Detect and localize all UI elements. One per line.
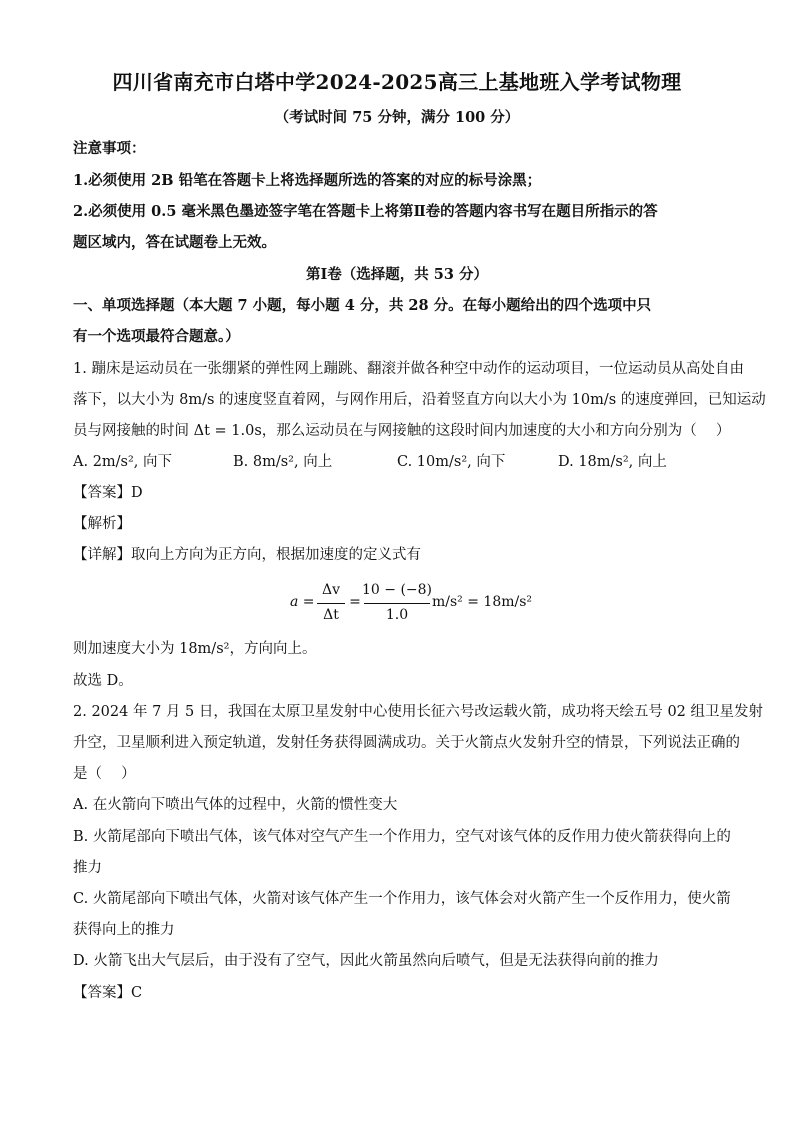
q2-answer: 【答案】C: [73, 985, 143, 1001]
section-heading-cont: 有一个选项最符合题意。）: [73, 328, 240, 345]
formula-den-2: 1.0: [385, 607, 409, 623]
section-title: 第Ⅰ卷（选择题，共 53 分）: [305, 266, 489, 283]
q1-option-b: B. 8m/s², 向上: [233, 454, 333, 470]
notice-item-1: 1.必须使用 2B 铅笔在答题卡上将选择题所选的答案的对应的标号涂黑；: [73, 172, 542, 189]
fraction-bar-1: [317, 603, 345, 604]
q2-option-a: A. 在火箭向下喷出气体的过程中，火箭的惯性变大: [73, 797, 398, 813]
q1-analysis-label: 【解析】: [73, 516, 131, 532]
formula-lhs: a =: [290, 594, 315, 610]
q2-option-b-cont: 推力: [73, 860, 102, 876]
formula-rhs: m/s² = 18m/s²: [432, 594, 533, 610]
notice-item-2: 2.必须使用 0.5 毫米黑色墨迹签字笔在答题卡上将第Ⅱ卷的答题内容书写在题目所指示的答: [73, 203, 658, 220]
q1-result: 则加速度大小为 18m/s²，方向向上。: [73, 641, 317, 657]
q1-option-a: A. 2m/s², 向下: [73, 454, 173, 470]
page-subtitle: （考试时间 75 分钟，满分 100 分）: [274, 109, 520, 126]
q1-choice: 故选 D。: [73, 673, 133, 689]
q1-option-c: C. 10m/s², 向下: [397, 454, 506, 470]
q2-stem-line-3: 是（ ）: [73, 766, 136, 782]
q2-option-c: C. 火箭尾部向下喷出气体，火箭对该气体产生一个作用力，该气体会对火箭产生一个反作用力，使火箭: [73, 891, 731, 907]
formula-den-1: Δt: [323, 607, 339, 623]
q2-option-b: B. 火箭尾部向下喷出气体，该气体对空气产生一个作用力，空气对该气体的反作用力使火箭获得向上的: [73, 829, 731, 845]
q2-stem-line-1: 2. 2024 年 7 月 5 日，我国在太原卫星发射中心使用长征六号改运载火箭，成功将天绘五号 02 组卫星发射: [73, 704, 764, 720]
acceleration-formula: [290, 580, 533, 628]
fraction-bar-2: [364, 603, 430, 604]
q1-option-d: D. 18m/s², 向上: [558, 454, 667, 470]
formula-num-1: Δv: [321, 582, 341, 598]
notice-heading: 注意事项：: [73, 140, 146, 157]
q1-stem-line-2: 落下，以大小为 8m/s 的速度竖直着网，与网作用后，沿着竖直方向以大小为 10m/s 的速度弹回，已知运动: [73, 392, 766, 408]
q1-answer: 【答案】D: [73, 485, 143, 501]
q2-stem-line-2: 升空，卫星顺利进入预定轨道，发射任务获得圆满成功。关于火箭点火发射升空的情景，下列说法正确的: [73, 735, 740, 751]
q1-stem-line-1: 1. 蹦床是运动员在一张绷紧的弹性网上蹦跳、翻滚并做各种空中动作的运动项目，一位运动员从高处自由: [73, 361, 744, 377]
section-heading: 一、单项选择题（本大题 7 小题，每小题 4 分，共 28 分。在每小题给出的四个选项中只: [73, 297, 652, 314]
formula-num-2: 10 − (−8): [362, 582, 433, 598]
q1-detail: 【详解】取向上方向为正方向，根据加速度的定义式有: [73, 547, 421, 563]
q1-stem-line-3: 员与网接触的时间 Δt = 1.0s，那么运动员在与网接触的这段时间内加速度的大小和方向分别为（ ）: [73, 423, 731, 439]
page-title: 四川省南充市白塔中学2024-2025高三上基地班入学考试物理: [112, 70, 682, 94]
formula-equals: =: [349, 594, 361, 610]
q2-option-c-cont: 获得向上的推力: [73, 922, 175, 938]
q2-option-d: D. 火箭飞出大气层后，由于没有了空气，因此火箭虽然向后喷气，但是无法获得向前的推力: [73, 953, 659, 969]
notice-item-2-cont: 题区域内，答在试题卷上无效。: [73, 234, 276, 251]
